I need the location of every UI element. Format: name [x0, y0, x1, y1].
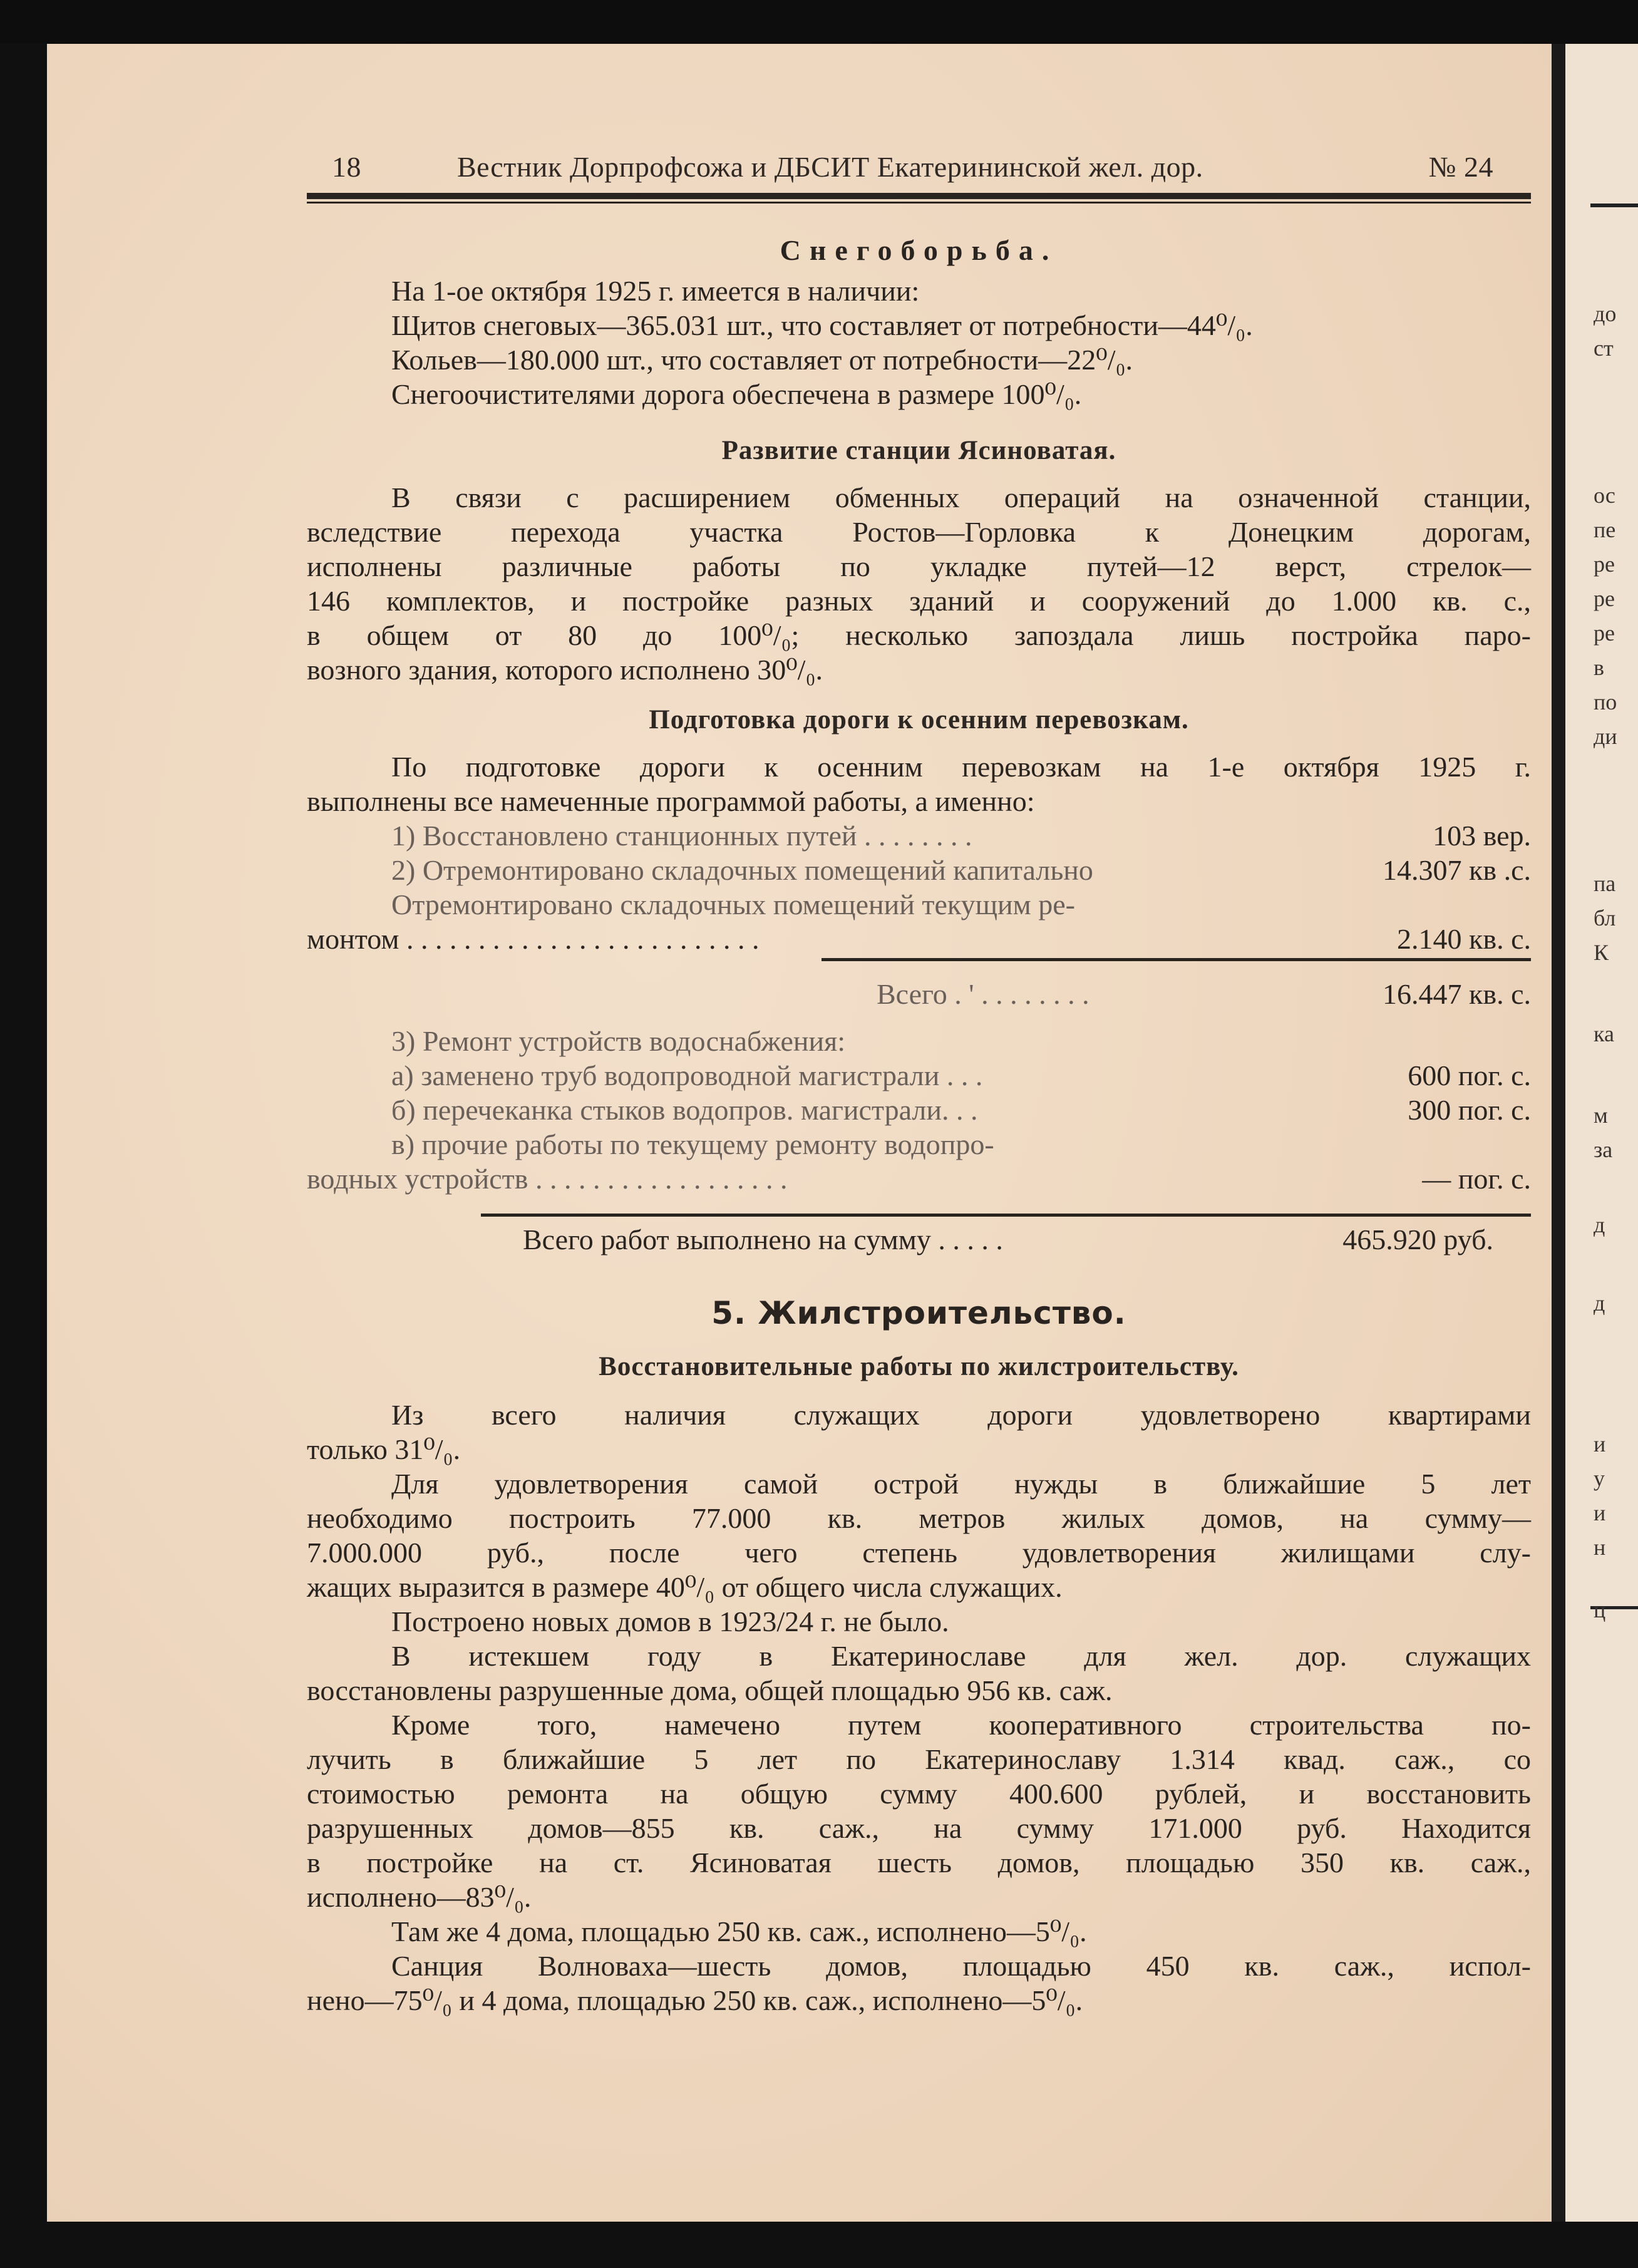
header-rule [307, 193, 1531, 199]
text-line: 7.000.000 руб., после чего степень удовлетворения жилищами слу- [307, 1537, 1531, 1569]
row-label: Всего . ' . . . . . . . . [877, 978, 1089, 1010]
text-line: жащих выразится в размере 40⁰/₀ от общего числа служащих. [307, 1571, 1063, 1603]
text-line: исполнено—83⁰/₀. [307, 1881, 532, 1913]
section-snow [307, 233, 1531, 411]
works-row [307, 922, 1531, 956]
row-value: 103 вер. [1433, 820, 1531, 852]
next-page-fragment: и [1594, 1500, 1606, 1525]
row-value: 600 пог. с. [1408, 1059, 1531, 1091]
text-line: Там же 4 дома, площадью 250 кв. саж., исполнено—5⁰/₀. [391, 1915, 1087, 1947]
row-value: — пог. с. [1422, 1163, 1531, 1195]
section-autumn-sum [307, 1222, 1531, 1257]
section-heading: Восстановительные работы по жилстроительству. [599, 1352, 1239, 1381]
text-line: Из всего наличия служащих дороги удовлетворено квартирами [391, 1399, 1531, 1431]
row-value: 16.447 кв. с. [1383, 978, 1531, 1010]
next-page-fragment: у [1594, 1466, 1605, 1491]
next-page-fragment: па [1594, 871, 1616, 896]
next-page-fragment: по [1594, 689, 1617, 714]
row-label: Отремонтировано складочных помещений текущим ре- [391, 889, 1075, 920]
next-page-header-rule [1590, 204, 1638, 207]
next-page-fragment: за [1594, 1137, 1613, 1162]
works-row [307, 818, 1531, 853]
scan-border [0, 0, 1638, 44]
text-line: В истекшем году в Екатеринославе для жел. дор. служащих [391, 1640, 1531, 1672]
text-line: в постройке на ст. Ясиноватая шесть домов, площадью 350 кв. саж., [307, 1847, 1531, 1879]
issue-number: № 24 [1428, 151, 1493, 183]
works-row [307, 853, 1531, 887]
row-label: в) прочие работы по текущему ремонту водопро- [391, 1128, 994, 1160]
text-line: только 31⁰/₀. [307, 1433, 461, 1465]
row-value: 465.920 руб. [1342, 1224, 1493, 1255]
next-page-fragment: ре [1594, 552, 1615, 577]
row-label: монтом . . . . . . . . . . . . . . . . . . . . . . . . . [307, 923, 760, 955]
text-line: Кроме того, намечено путем кооперативного строительства по- [391, 1709, 1531, 1741]
row-label: 1) Восстановлено станционных путей . . . . . . . . [391, 820, 972, 852]
text-line: исполнены различные работы по укладке путей—12 верст, стрелок— [307, 550, 1531, 582]
next-page-fragment: до [1594, 301, 1617, 326]
row-value: 14.307 кв .с. [1383, 854, 1531, 886]
section-housing [307, 1296, 1531, 2018]
sum-rule [481, 1214, 1531, 1217]
text-line: 146 комплектов, и постройке разных зданий и сооружений до 1.000 кв. с., [307, 585, 1531, 617]
text-line: Построено новых домов в 1923/24 г. не было. [391, 1606, 949, 1637]
next-page-fragment: н [1594, 1535, 1606, 1560]
row-label: водных устройств . . . . . . . . . . . . . . . . . . [307, 1163, 788, 1195]
next-page-fragment: ре [1594, 621, 1615, 646]
next-page-fragment: ди [1594, 724, 1617, 749]
text-line: Щитов снеговых—365.031 шт., что составляет от потребности—44⁰/₀. [391, 309, 1253, 341]
next-page-fragment: д [1594, 1212, 1605, 1237]
text-line: Снегоочистителями дорога обеспечена в размере 100⁰/₀. [391, 378, 1082, 410]
total-row [307, 977, 1531, 1011]
row-value: 2.140 кв. с. [1397, 923, 1531, 955]
next-page-fragment: ц [1594, 1597, 1606, 1622]
sum-rule [822, 958, 1531, 961]
text-line: восстановлены разрушенные дома, общей площадью 956 кв. саж. [307, 1674, 1113, 1706]
text-line: разрушенных домов—855 кв. саж., на сумму 171.000 руб. Находится [307, 1812, 1531, 1844]
next-page-fragment: и [1594, 1431, 1606, 1456]
text-line: Кольев—180.000 шт., что составляет от потребности—22⁰/₀. [391, 344, 1133, 376]
text-line: В связи с расширением обменных операций на означенной станции, [391, 482, 1531, 513]
next-page-fragment: д [1594, 1291, 1605, 1316]
text-line: лучить в ближайшие 5 лет по Екатеринославу 1.314 квад. саж., со [307, 1743, 1531, 1775]
next-page-fragment: К [1594, 940, 1609, 965]
header-rule-thin [307, 202, 1531, 204]
row-label: Всего работ выполнено на сумму . . . . . [523, 1224, 1003, 1255]
running-header [332, 150, 1531, 188]
text-line: вследствие перехода участка Ростов—Горловка к Донецким дорогам, [307, 516, 1531, 548]
works-row [307, 1093, 1531, 1127]
section-heading: Снегоборьба. [780, 234, 1058, 266]
next-page-fragment: ос [1594, 483, 1615, 508]
row-label: 3) Ремонт устройств водоснабжения: [391, 1025, 846, 1057]
text-line: Для удовлетворения самой острой нужды в ближайшие 5 лет [391, 1468, 1531, 1500]
text-line: По подготовке дороги к осенним перевозкам на 1-е октября 1925 г. [391, 751, 1531, 783]
next-page-fragment: ре [1594, 586, 1615, 611]
page-number: 18 [332, 151, 361, 183]
next-page-edge [1565, 44, 1638, 2222]
row-value: 300 пог. с. [1408, 1094, 1531, 1126]
text-line: нено—75⁰/₀ и 4 дома, площадью 250 кв. саж., исполнено—5⁰/₀. [307, 1984, 1083, 2016]
next-page-fragment: м [1594, 1103, 1608, 1128]
text-line: в общем от 80 до 100⁰/₀; несколько запоздала лишь постройка паро- [307, 619, 1531, 651]
sum-row [307, 1222, 1531, 1257]
section-autumn [307, 703, 1531, 956]
section-heading: Развитие станции Ясиноватая. [721, 436, 1116, 465]
works-row [307, 1024, 1531, 1058]
journal-title: Вестник Дорпрофсожа и ДБСИТ Екатерининской жел. дор. [457, 151, 1203, 183]
section-autumn-total [307, 977, 1531, 1196]
text-line: На 1-ое октября 1925 г. имеется в наличии: [391, 275, 920, 307]
text-line: необходимо построить 77.000 кв. метров жилых домов, на сумму— [307, 1502, 1531, 1534]
works-row [307, 1162, 1531, 1196]
works-row [307, 1127, 1531, 1162]
works-row [307, 887, 1531, 922]
text-line: выполнены все намеченные программой работы, а именно: [307, 785, 1035, 817]
next-page-fragment: ка [1594, 1021, 1614, 1046]
section-yasinovataya [307, 433, 1531, 687]
section-heading: Подготовка дороги к осенним перевозкам. [649, 705, 1189, 735]
next-page-fragment: в [1594, 655, 1604, 680]
chapter-title: 5. Жилстроительство. [711, 1295, 1126, 1331]
text-line: стоимостью ремонта на общую сумму 400.600 рублей, и восстановить [307, 1778, 1531, 1810]
book-spine [1552, 44, 1565, 2222]
next-page-fragment: ст [1594, 336, 1614, 361]
text-line: возного здания, которого исполнено 30⁰/₀. [307, 654, 823, 686]
text-line: Санция Волноваха—шесть домов, площадью 450 кв. саж., испол- [391, 1950, 1531, 1982]
works-row [307, 1058, 1531, 1093]
next-page-fragment: бл [1594, 905, 1616, 930]
row-label: а) заменено труб водопроводной магистрали . . . [391, 1059, 983, 1091]
row-label: б) перечеканка стыков водопров. магистрали. . . [391, 1094, 978, 1126]
next-page-fragment: пе [1594, 517, 1616, 542]
row-label: 2) Отремонтировано складочных помещений капитально [391, 854, 1093, 886]
